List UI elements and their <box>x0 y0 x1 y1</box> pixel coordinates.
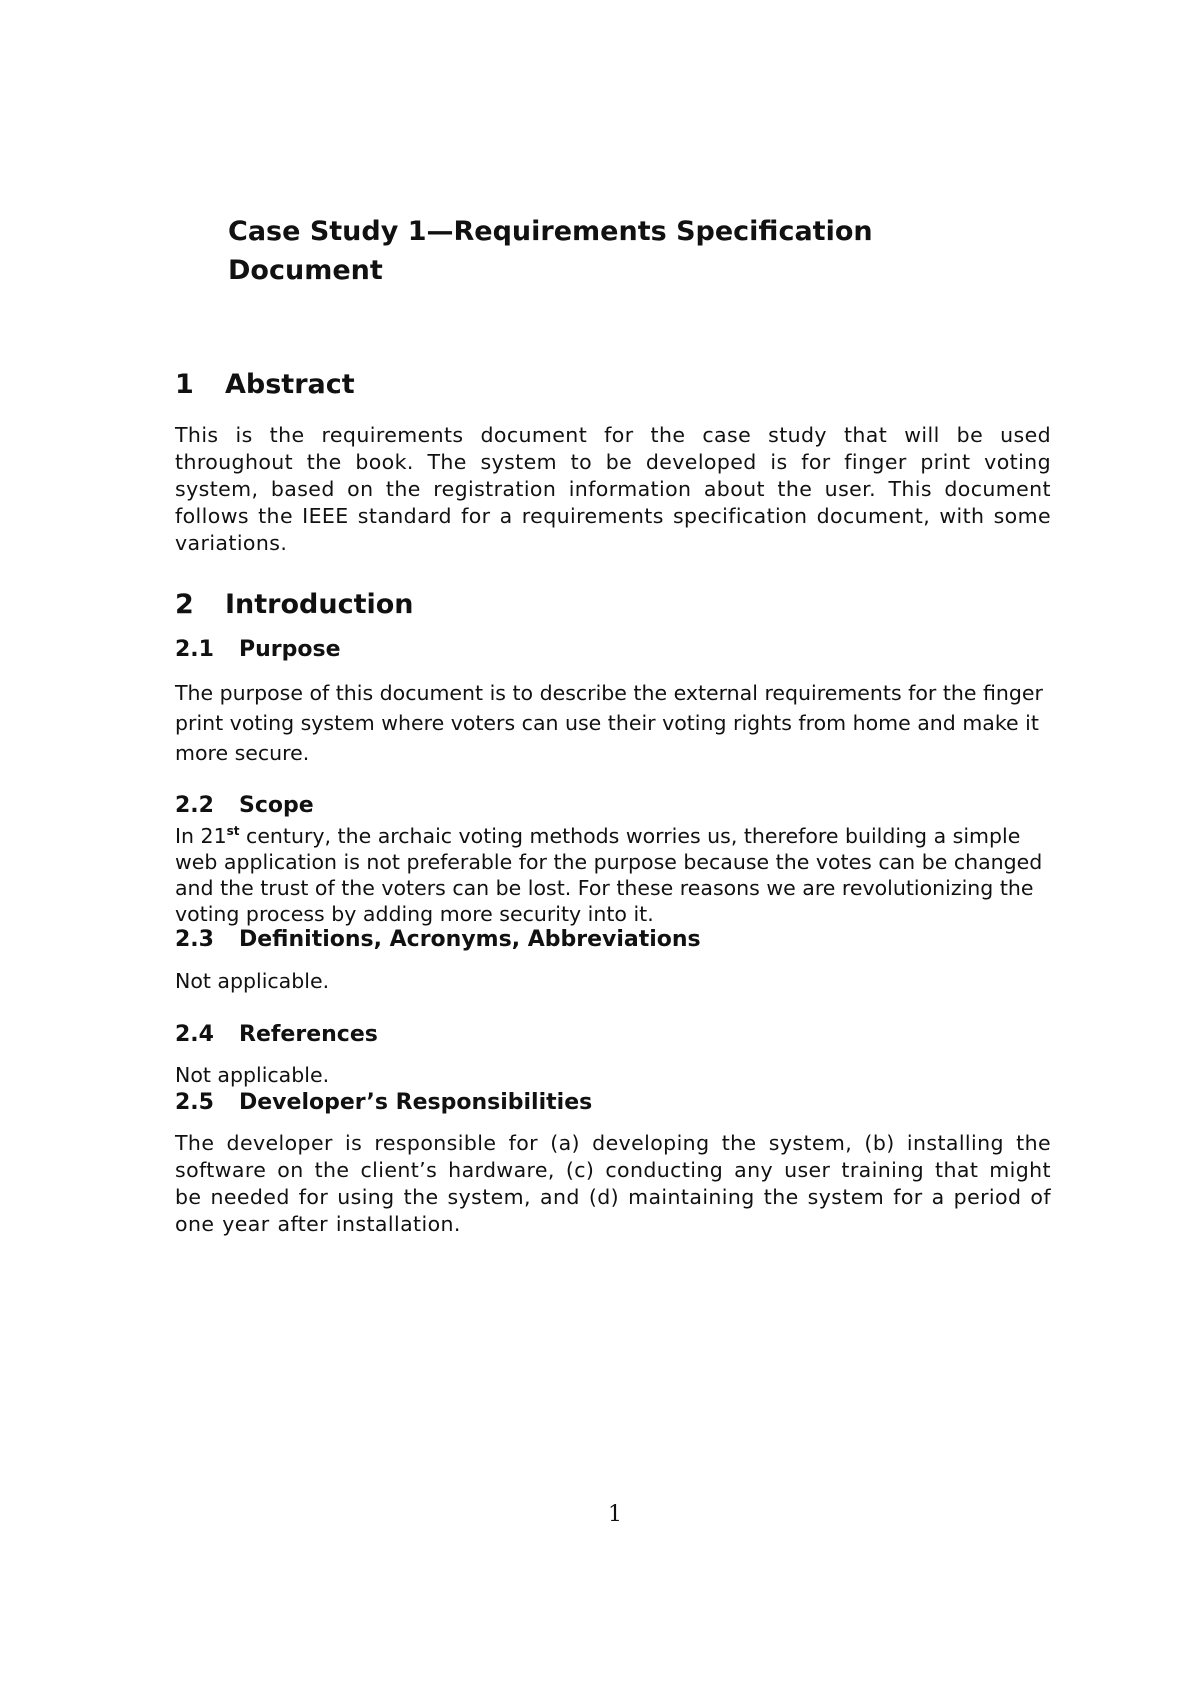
abstract-paragraph: This is the requirements document for the case study that will be used throughout the book. The system to be developed is for finger print voting system, based on the registration information about the user. This document follows the IEEE standard for a requirements specification document, with some variations. <box>175 423 1051 555</box>
subsection-title: Developer’s Responsibilities <box>239 1090 593 1115</box>
section-title: Introduction <box>225 589 414 620</box>
references-paragraph: Not applicable. <box>175 1063 330 1087</box>
subsection-number: 2.1 <box>175 637 214 662</box>
document-title-line-2: Document <box>228 255 383 286</box>
scope-ordinal-suffix: st <box>226 824 240 839</box>
document-title-line-1: Case Study 1—Requirements Specification <box>228 216 873 247</box>
section-number: 2 <box>175 589 194 620</box>
subsection-heading-purpose <box>175 636 1051 664</box>
subsection-title: Scope <box>239 793 314 818</box>
subsection-number: 2.2 <box>175 793 214 818</box>
subsection-number: 2.5 <box>175 1090 214 1115</box>
section-number: 1 <box>175 369 194 400</box>
subsection-heading-responsibilities <box>175 1089 1051 1117</box>
subsection-number: 2.4 <box>175 1022 214 1047</box>
subsection-heading-definitions <box>175 926 1051 954</box>
section-title: Abstract <box>225 369 355 400</box>
purpose-paragraph: The purpose of this document is to describe the external requirements for the finger print voting system where voters can use their voting rights from home and make it more secure. <box>175 681 1043 765</box>
section-heading-introduction <box>175 588 1051 622</box>
subsection-heading-references <box>175 1021 1051 1049</box>
scope-paragraph <box>175 823 1051 927</box>
subsection-number: 2.3 <box>175 927 214 952</box>
scope-text-rest: century, the archaic voting methods worries us, therefore building a simple web application is not preferable for the purpose because the votes can be changed and the trust of the voters can be lost. For these reasons we are revolutionizing the voting process by adding more security into it. <box>175 824 1043 926</box>
section-heading-abstract <box>175 368 1051 402</box>
subsection-title: References <box>239 1022 378 1047</box>
definitions-paragraph: Not applicable. <box>175 969 330 993</box>
page-number: 1 <box>608 1502 622 1527</box>
subsection-heading-scope <box>175 792 1051 820</box>
document-title <box>228 212 988 290</box>
scope-text-prefix: In 21 <box>175 824 227 848</box>
subsection-title: Definitions, Acronyms, Abbreviations <box>239 927 701 952</box>
subsection-title: Purpose <box>239 637 341 662</box>
responsibilities-paragraph: The developer is responsible for (a) developing the system, (b) installing the software on the client’s hardware, (c) conducting any user training that might be needed for using the system, and (d) maintaining the system for a period of one year after installation. <box>175 1131 1051 1236</box>
